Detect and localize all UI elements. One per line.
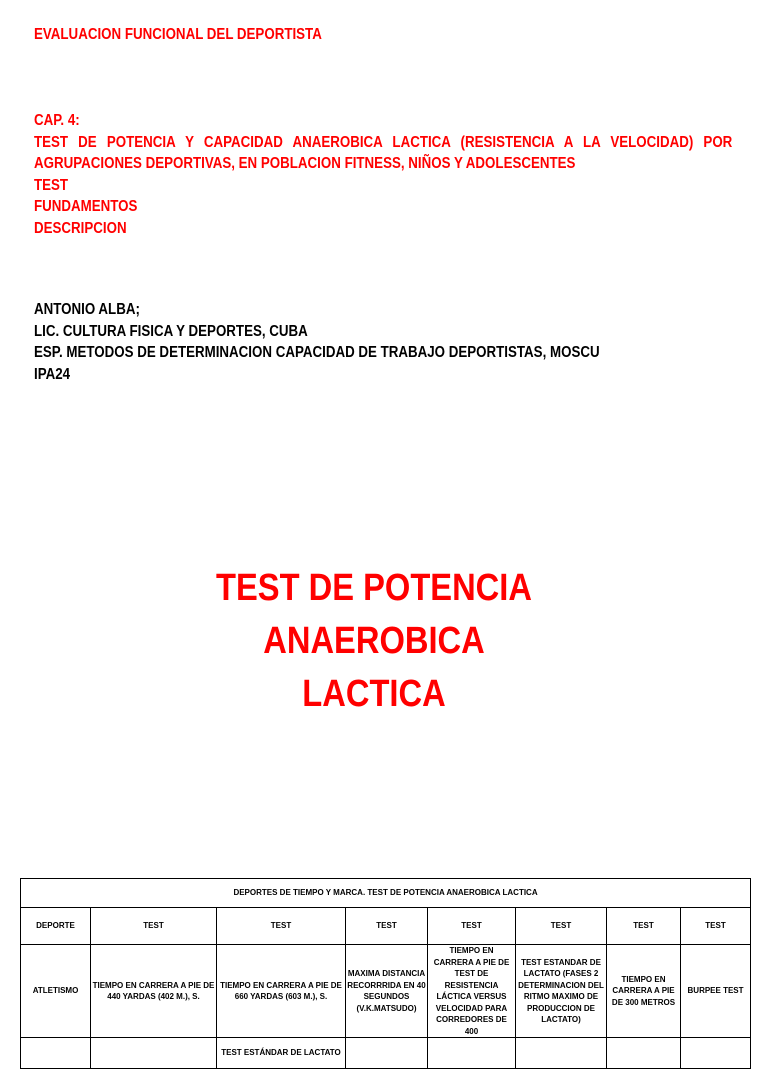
chapter-block — [34, 110, 732, 239]
course-title: EVALUACION FUNCIONAL DEL DEPORTISTA — [34, 26, 322, 43]
chapter-title-line-1: TEST DE POTENCIA Y CAPACIDAD ANAEROBICA LACTICA (RESISTENCIA A LA VELOCIDAD) POR — [34, 133, 733, 151]
cell-test-7: BURPEE TEST — [681, 945, 751, 1038]
cell-empty — [607, 1038, 681, 1069]
header-test-3: TEST — [346, 908, 428, 945]
header-test-1: TEST — [91, 908, 217, 945]
cell-test-5: TEST ESTANDAR DE LACTATO (FASES 2 DETERMINACION DEL RITMO MAXIMO DE PRODUCCION DE LACTATO) — [516, 945, 607, 1038]
tests-table — [20, 878, 751, 1069]
cell-test-6: TIEMPO EN CARRERA A PIE DE 300 METROS — [607, 945, 681, 1038]
header-test-6: TEST — [607, 908, 681, 945]
chapter-item-test: TEST — [34, 176, 69, 194]
cell-empty — [681, 1038, 751, 1069]
cell-empty — [21, 1038, 91, 1069]
author-degree: LIC. CULTURA FISICA Y DEPORTES, CUBA — [34, 322, 308, 340]
author-specialty: ESP. METODOS DE DETERMINACION CAPACIDAD DE TRABAJO DEPORTISTAS, MOSCU — [34, 344, 600, 361]
cell-test-4: TIEMPO EN CARRERA A PIE DE TEST DE RESISTENCIA LÁCTICA VERSUS VELOCIDAD PARA CORREDORES DE 400 — [428, 945, 516, 1038]
header-test-5: TEST — [516, 908, 607, 945]
cell-test-1: TIEMPO EN CARRERA A PIE DE 440 YARDAS (402 M.), S. — [91, 945, 217, 1038]
cell-empty — [91, 1038, 217, 1069]
header-test-4: TEST — [428, 908, 516, 945]
author-name: ANTONIO ALBA; — [34, 301, 140, 318]
main-title-line-3: LACTICA — [302, 673, 446, 715]
author-block — [34, 299, 600, 385]
main-title-line-1: TEST DE POTENCIA — [216, 567, 532, 609]
cell-test-2: TIEMPO EN CARRERA A PIE DE 660 YARDAS (603 M.), S. — [217, 945, 346, 1038]
cell-test-2-partial: TEST ESTÁNDAR DE LACTATO — [217, 1038, 346, 1069]
chapter-number: CAP. 4: — [34, 112, 80, 129]
chapter-item-descripcion: DESCRIPCION — [34, 219, 127, 237]
main-title — [0, 562, 748, 721]
main-title-line-2: ANAEROBICA — [263, 620, 485, 662]
cell-deporte: ATLETISMO — [21, 945, 91, 1038]
cell-empty — [428, 1038, 516, 1069]
header-test-7: TEST — [681, 908, 751, 945]
table-row — [21, 1038, 751, 1069]
cell-test-3: MAXIMA DISTANCIA RECORRRIDA EN 40 SEGUNDOS (V.K.MATSUDO) — [346, 945, 428, 1038]
header-test-2: TEST — [217, 908, 346, 945]
chapter-item-fundamentos: FUNDAMENTOS — [34, 198, 138, 215]
cell-empty — [346, 1038, 428, 1069]
author-code: IPA24 — [34, 365, 71, 383]
cell-empty — [516, 1038, 607, 1069]
table-caption: DEPORTES DE TIEMPO Y MARCA. TEST DE POTENCIA ANAEROBICA LACTICA — [21, 879, 751, 908]
header-deporte: DEPORTE — [21, 908, 91, 945]
chapter-title-line-2: AGRUPACIONES DEPORTIVAS, EN POBLACION FITNESS, NIÑOS Y ADOLESCENTES — [34, 155, 576, 172]
